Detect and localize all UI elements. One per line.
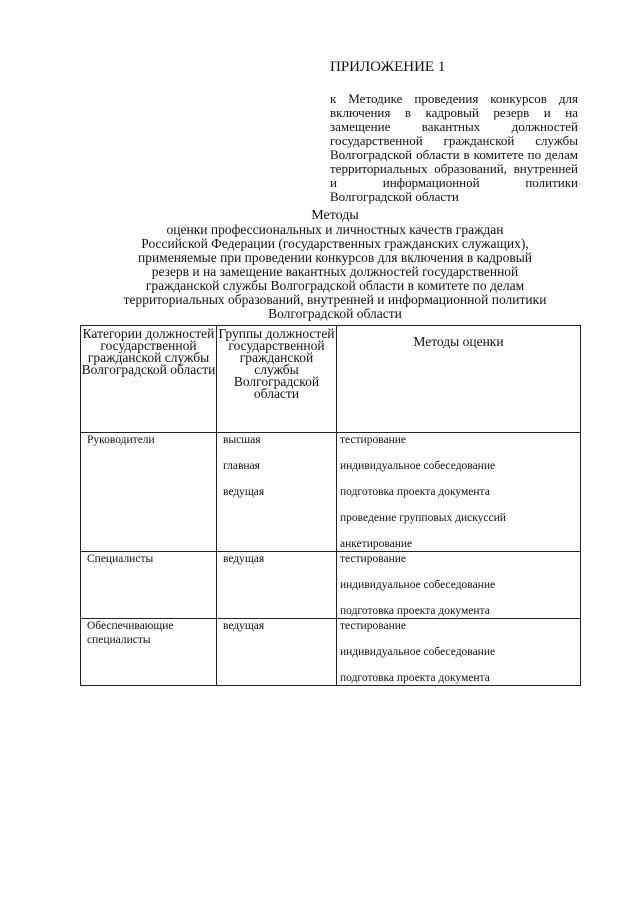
method-item: подготовка проекта документа — [340, 486, 490, 498]
methods-cell — [337, 433, 581, 552]
method-item: проведение групповых дискуссий — [340, 512, 506, 524]
appendix-title: ПРИЛОЖЕНИЕ 1 — [330, 59, 446, 75]
method-item: тестирование — [340, 620, 406, 632]
table-row — [81, 433, 581, 552]
group-name: ведущая — [223, 553, 265, 565]
heading-line: применяемые при проведении конкурсов для включения в кадровый — [137, 250, 533, 265]
methods-table — [80, 325, 581, 686]
method-item: индивидуальное собеседование — [340, 579, 496, 591]
method-item: тестирование — [340, 434, 406, 446]
heading-line: Методы — [311, 208, 359, 223]
document-heading — [60, 208, 610, 321]
category-cell — [81, 552, 217, 619]
header-category: Категории должностей государственной гражданской службы Волгоградской области — [81, 326, 217, 433]
method-item: подготовка проекта документа — [340, 605, 490, 617]
heading-line: резерв и на замещение вакантных должностей государственной — [151, 264, 519, 279]
category-cell — [81, 619, 217, 686]
appendix-note: к Методике проведения конкурсов для включения в кадровый резерв и на замещение вакантных должностей государственной гражданской службы Волгоградской области в комитете по делам территориальных образований, внутренней и информационной политики Волгоградской области — [330, 91, 578, 204]
category-name: Специалисты — [87, 553, 154, 565]
category-name: Обеспечивающие специалисты — [87, 620, 174, 646]
group-cell — [217, 552, 337, 619]
group-name: высшая — [223, 434, 261, 446]
method-item: подготовка проекта документа — [340, 672, 490, 684]
table-row — [81, 552, 581, 619]
group-cell — [217, 619, 337, 686]
heading-line: гражданской службы Волгоградской области в комитете по делам — [145, 278, 525, 293]
methods-cell — [337, 552, 581, 619]
heading-line: Российской Федерации (государственных гражданских служащих), — [141, 236, 529, 251]
table-row — [81, 619, 581, 686]
group-cell — [217, 433, 337, 552]
method-item: индивидуальное собеседование — [340, 460, 496, 472]
group-name: ведущая — [223, 620, 265, 632]
group-name: ведущая — [223, 486, 265, 498]
heading-line: оценки профессиональных и личностных качеств граждан — [166, 222, 504, 237]
method-item: тестирование — [340, 553, 406, 565]
method-item: индивидуальное собеседование — [340, 646, 496, 658]
heading-line: территориальных образований, внутренней и информационной политики — [123, 292, 547, 307]
methods-cell — [337, 619, 581, 686]
group-name: главная — [223, 460, 260, 472]
header-group: Группы должностей государственной гражданской службы Волгоградской области — [217, 326, 337, 433]
method-item: анкетирование — [340, 538, 413, 550]
category-name: Руководители — [87, 434, 155, 446]
header-methods: Методы оценки — [337, 326, 581, 433]
category-cell — [81, 433, 217, 552]
table-header-row — [81, 326, 581, 433]
heading-line: Волгоградской области — [268, 306, 402, 321]
